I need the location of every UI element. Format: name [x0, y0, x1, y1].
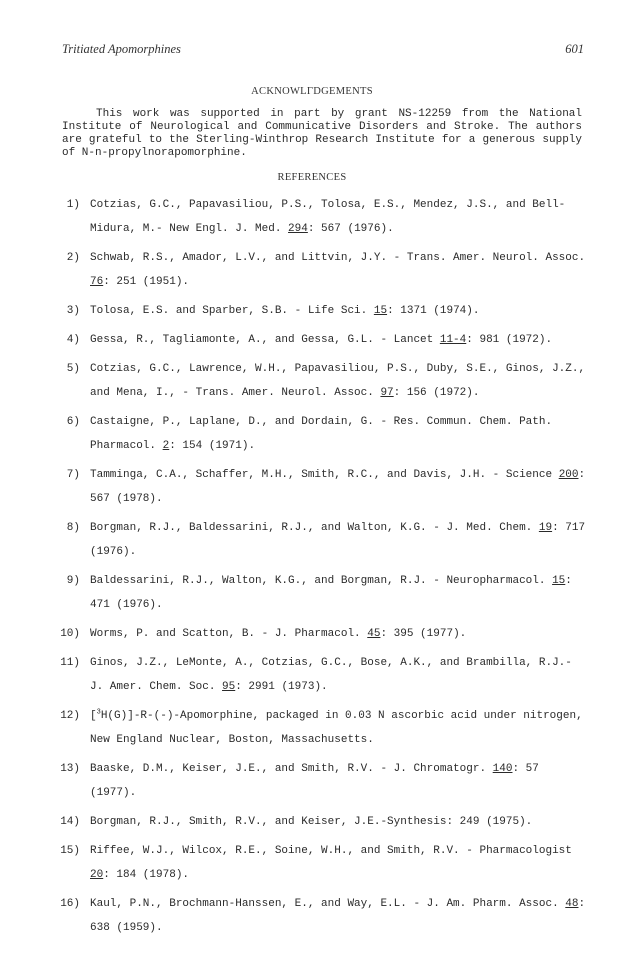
reference-item: [0, 810, 624, 834]
reference-item: [0, 569, 624, 617]
reference-item: [0, 839, 624, 887]
reference-item: [0, 246, 624, 294]
reference-item: [0, 357, 624, 405]
reference-text: Baaske, D.M., Keiser, J.E., and Smith, R.V. - J. Chromatogr. 140: 57 (1977).: [90, 763, 539, 799]
reference-item: [0, 516, 624, 564]
running-title: Tritiated Apomorphines: [62, 42, 181, 56]
reference-item: [0, 757, 624, 805]
reference-text: Worms, P. and Scatton, B. - J. Pharmacol. 45: 395 (1977).: [90, 628, 467, 640]
page-number: 601: [565, 42, 584, 56]
reference-number: 12): [60, 710, 80, 722]
reference-text: [$^3$H(G)]-R-(-)-Apomorphine, packaged in 0.03 N ascorbic acid under nitrogen, New England Nuclear, Boston, Massachusetts.: [90, 708, 583, 746]
reference-number: 9): [66, 575, 80, 587]
reference-text: Kaul, P.N., Brochmann-Hanssen, E., and Way, E.L. - J. Am. Pharm. Assoc. 48: 638 (1959).: [90, 898, 586, 934]
acknowledgements-paragraph: This work was supported in part by grant NS-12259 from the National Institute of Neurological and Communicative Disorders and Stroke. The authors are grateful to the Sterling-Winthrop Research Institute for a generous supply of N-n-propylnorapomorphine.: [62, 108, 582, 159]
reference-number: 10): [60, 628, 80, 640]
reference-item: [0, 892, 624, 940]
reference-number: 14): [60, 816, 80, 828]
reference-number: 7): [66, 469, 80, 481]
reference-number: 3): [66, 305, 80, 317]
reference-text: Gessa, R., Tagliamonte, A., and Gessa, G.L. - Lancet 11-4: 981 (1972).: [90, 334, 553, 346]
reference-number: 1): [66, 199, 80, 211]
reference-item: [0, 299, 624, 323]
reference-item: [0, 704, 624, 752]
reference-text: Cotzias, G.C., Papavasiliou, P.S., Tolosa, E.S., Mendez, J.S., and Bell-Midura, M.- New Engl. J. Med. 294: 567 (1976).: [90, 199, 566, 235]
reference-number: 4): [66, 334, 80, 346]
reference-number: 13): [60, 763, 80, 775]
references-heading: REFERENCES: [277, 172, 347, 183]
acknowledgements-heading: ACKNOWLΓDGEMENTS: [251, 86, 373, 97]
reference-number: 16): [60, 898, 80, 910]
reference-list: [0, 193, 624, 945]
reference-text: Riffee, W.J., Wilcox, R.E., Soine, W.H., and Smith, R.V. - Pharmacologist 20: 184 (1978).: [90, 845, 572, 881]
reference-number: 6): [66, 416, 80, 428]
reference-text: Ginos, J.Z., LeMonte, A., Cotzias, G.C., Bose, A.K., and Brambilla, R.J.- J. Amer. Chem. Soc. 95: 2991 (1973).: [90, 657, 572, 693]
reference-item: [0, 193, 624, 241]
reference-number: 8): [66, 522, 80, 534]
reference-item: [0, 651, 624, 699]
reference-item: [0, 463, 624, 511]
reference-number: 2): [66, 252, 80, 264]
reference-number: 15): [60, 845, 80, 857]
reference-text: Borgman, R.J., Baldessarini, R.J., and Walton, K.G. - J. Med. Chem. 19: 717 (1976).: [90, 522, 586, 558]
reference-number: 11): [60, 657, 80, 669]
reference-number: 5): [66, 363, 80, 375]
reference-text: Tamminga, C.A., Schaffer, M.H., Smith, R.C., and Davis, J.H. - Science 200: 567 (1978).: [90, 469, 586, 505]
reference-item: [0, 328, 624, 352]
reference-text: Tolosa, E.S. and Sparber, S.B. - Life Sci. 15: 1371 (1974).: [90, 305, 480, 317]
reference-text: Baldessarini, R.J., Walton, K.G., and Borgman, R.J. - Neuropharmacol. 15: 471 (1976).: [90, 575, 572, 611]
reference-item: [0, 410, 624, 458]
reference-item: [0, 622, 624, 646]
reference-text: Cotzias, G.C., Lawrence, W.H., Papavasiliou, P.S., Duby, S.E., Ginos, J.Z., and Mena, I., - Trans. Amer. Neurol. Assoc. 97: 156 (1972).: [90, 363, 586, 399]
reference-text: Schwab, R.S., Amador, L.V., and Littvin, J.Y. - Trans. Amer. Neurol. Assoc. 76: 251 (1951).: [90, 252, 586, 288]
reference-text: Castaigne, P., Laplane, D., and Dordain, G. - Res. Commun. Chem. Path. Pharmacol. 2: 154 (1971).: [90, 416, 553, 452]
reference-text: Borgman, R.J., Smith, R.V., and Keiser, J.E.-Synthesis: 249 (1975).: [90, 816, 533, 828]
